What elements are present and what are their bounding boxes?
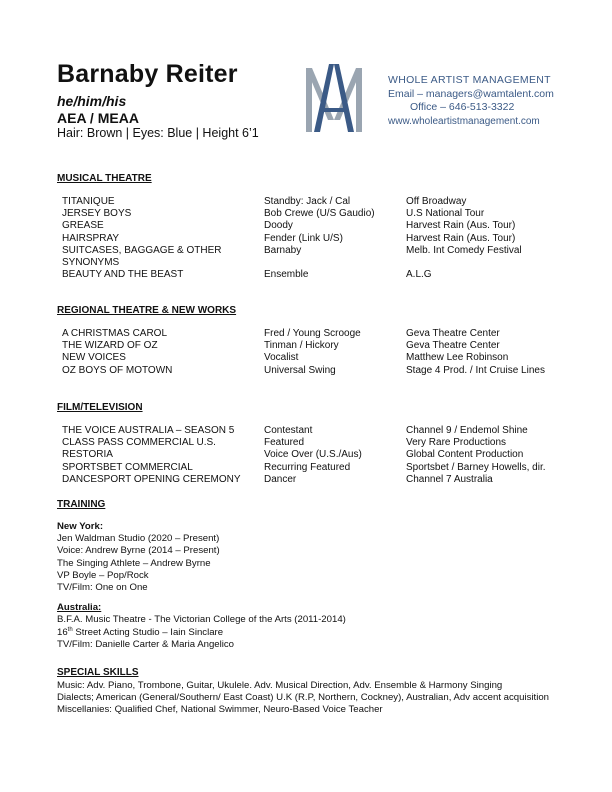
credit-role: Contestant <box>264 425 313 436</box>
credit-venue: Melb. Int Comedy Festival <box>406 244 522 256</box>
credit-venue: Channel 7 Australia <box>406 473 493 485</box>
credit-role: Barnaby <box>264 244 302 256</box>
credit-role: Universal Swing <box>264 364 336 376</box>
credit-role: Dancer <box>264 473 297 485</box>
training-item <box>57 627 577 639</box>
pronouns: he/him/his <box>57 93 127 109</box>
agency-office-phone[interactable]: Office – 646-513-3322 <box>410 101 515 114</box>
credit-show: THE WIZARD OF OZ <box>62 340 158 352</box>
training-item: B.F.A. Music Theatre - The Victorian College of the Arts (2011-2014) <box>57 614 346 626</box>
credit-row <box>62 269 562 281</box>
credit-row <box>62 449 562 461</box>
credit-role: Recurring Featured <box>264 461 351 473</box>
credit-role <box>264 257 406 269</box>
training-item-number: 16 <box>57 626 68 638</box>
training-item: Voice: Andrew Byrne (2014 – Present) <box>57 545 220 557</box>
credit-row <box>62 245 562 257</box>
credit-row <box>62 462 562 474</box>
training-block <box>57 521 577 651</box>
credit-show: NEW VOICES <box>62 352 126 364</box>
credit-role: Doody <box>264 220 293 232</box>
credit-role: Ensemble <box>264 269 309 281</box>
credit-show: THE VOICE AUSTRALIA – SEASON 5 <box>62 425 235 436</box>
training-item: TV/Film: One on One <box>57 582 148 594</box>
credit-row <box>62 257 562 269</box>
credit-venue: Harvest Rain (Aus. Tour) <box>406 220 516 232</box>
credit-venue: Geva Theatre Center <box>406 328 500 339</box>
training-item: TV/Film: Danielle Carter & Maria Angelico <box>57 638 235 650</box>
credit-row <box>62 365 562 377</box>
credit-venue: Matthew Lee Robinson <box>406 352 509 364</box>
section-title-special-skills: SPECIAL SKILLS <box>57 667 139 678</box>
credit-show: HAIRSPRAY <box>62 232 120 244</box>
credit-row <box>62 425 562 437</box>
credit-row <box>62 208 562 220</box>
credit-show: RESTORIA <box>62 449 113 461</box>
training-group-new-york: New York: <box>57 521 104 532</box>
credit-venue: Channel 9 / Endemol Shine <box>406 425 528 436</box>
training-item: VP Boyle – Pop/Rock <box>57 569 149 581</box>
credit-show: SUITCASES, BAGGAGE & OTHER <box>62 244 222 256</box>
credit-role: Featured <box>264 437 305 449</box>
actor-name: Barnaby Reiter <box>57 60 238 88</box>
section-title-musical-theatre: MUSICAL THEATRE <box>57 173 152 184</box>
credit-venue: Stage 4 Prod. / Int Cruise Lines <box>406 364 545 376</box>
agency-logo-icon <box>306 64 362 136</box>
section-title-film-tv: FILM/TELEVISION <box>57 402 143 413</box>
training-item-text: Street Acting Studio – Iain Sinclare <box>72 626 224 638</box>
credit-row <box>62 328 562 340</box>
credit-row <box>62 196 562 208</box>
credit-venue: Global Content Production <box>406 449 524 461</box>
union-affiliations: AEA / MEAA <box>57 110 139 126</box>
agency-contact <box>388 74 554 128</box>
agency-website[interactable]: www.wholeartistmanagement.com <box>388 115 540 127</box>
credit-show: BEAUTY AND THE BEAST <box>62 269 184 281</box>
credit-venue: Geva Theatre Center <box>406 340 500 352</box>
credit-show: SYNONYMS <box>62 257 120 269</box>
credit-role: Standby: Jack / Cal <box>264 196 351 207</box>
special-skills-block <box>57 680 597 717</box>
credit-role: Tinman / Hickory <box>264 340 339 352</box>
training-item: The Singing Athlete – Andrew Byrne <box>57 557 211 569</box>
credit-row <box>62 340 562 352</box>
credit-role: Vocalist <box>264 352 299 364</box>
credit-row <box>62 220 562 232</box>
credit-role: Fender (Link U/S) <box>264 232 343 244</box>
section-title-regional: REGIONAL THEATRE & NEW WORKS <box>57 305 237 316</box>
skill-line-dialects: Dialects; American (General/Southern/ East Coast) U.K (R.P, Northern, Cockney), Australian, Adv accent acquisition <box>57 692 549 704</box>
training-item: Jen Waldman Studio (2020 – Present) <box>57 533 220 545</box>
training-group-australia: Australia: <box>57 602 102 614</box>
skill-line-music: Music: Adv. Piano, Trombone, Guitar, Ukulele. Adv. Musical Direction, Adv. Ensemble & Harmony Singing <box>57 680 503 691</box>
credit-show: TITANIQUE <box>62 196 115 207</box>
credit-venue: U.S National Tour <box>406 208 485 220</box>
credit-show: DANCESPORT OPENING CEREMONY <box>62 473 241 485</box>
musical-theatre-credits <box>62 196 562 281</box>
credit-venue: A.L.G <box>406 269 432 281</box>
credit-show: GREASE <box>62 220 104 232</box>
credit-role: Fred / Young Scrooge <box>264 328 361 339</box>
credit-role: Voice Over (U.S./Aus) <box>264 449 362 461</box>
credit-show: OZ BOYS OF MOTOWN <box>62 364 173 376</box>
agency-name: WHOLE ARTIST MANAGEMENT <box>388 74 551 86</box>
credit-show: CLASS PASS COMMERCIAL U.S. <box>62 437 216 449</box>
training-item-ordinal: th <box>67 626 73 633</box>
credit-venue <box>406 257 562 269</box>
physical-stats: Hair: Brown | Eyes: Blue | Height 6’1 <box>57 126 259 140</box>
credit-venue: Sportsbet / Barney Howells, dir. <box>406 461 546 473</box>
film-tv-credits <box>62 425 562 486</box>
credit-show: A CHRISTMAS CAROL <box>62 328 168 339</box>
credit-row <box>62 233 562 245</box>
credit-role: Bob Crewe (U/S Gaudio) <box>264 208 375 220</box>
credit-row <box>62 474 562 486</box>
credit-venue: Very Rare Productions <box>406 437 507 449</box>
credit-venue: Off Broadway <box>406 196 467 207</box>
skill-line-misc: Miscellanies: Qualified Chef, National Swimmer, Neuro-Based Voice Teacher <box>57 704 383 716</box>
regional-credits <box>62 328 562 377</box>
credit-show: SPORTSBET COMMERCIAL <box>62 461 193 473</box>
credit-venue: Harvest Rain (Aus. Tour) <box>406 232 516 244</box>
agency-email[interactable]: Email – managers@wamtalent.com <box>388 87 554 100</box>
credit-row <box>62 437 562 449</box>
credit-row <box>62 352 562 364</box>
section-title-training: TRAINING <box>57 499 106 510</box>
credit-show: JERSEY BOYS <box>62 208 132 220</box>
